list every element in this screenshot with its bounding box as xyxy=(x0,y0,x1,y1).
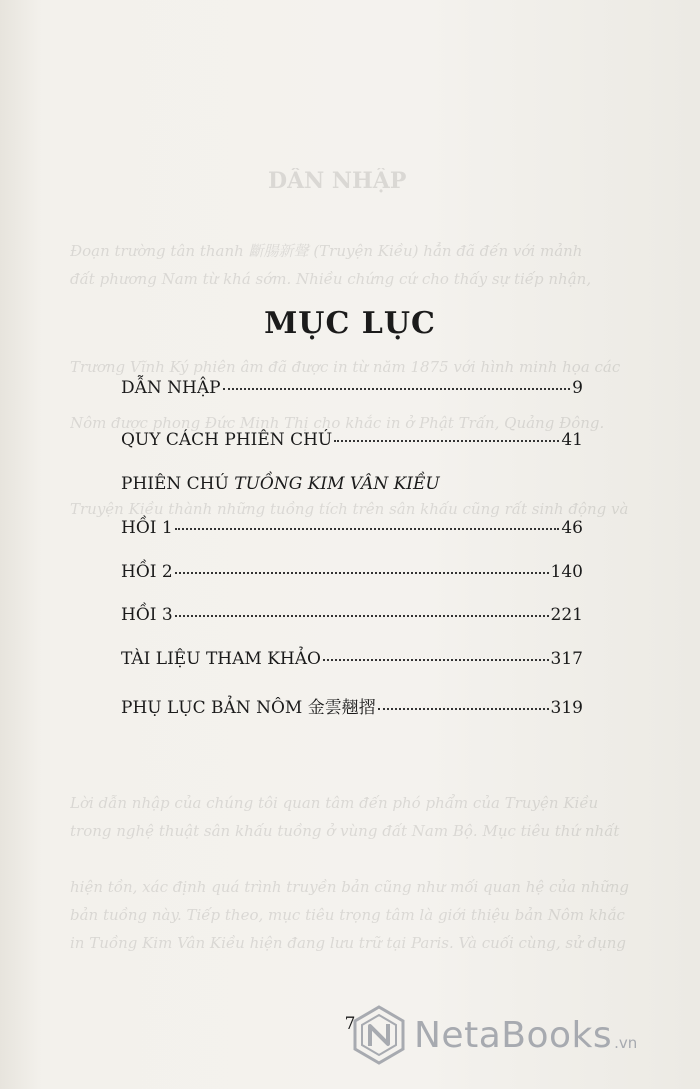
toc-entry-hoi-3[interactable] xyxy=(121,605,583,631)
toc-entry-page: 319 xyxy=(550,698,583,718)
bleed-through-line: đất phương Nam từ khá sớm. Nhiều chứng cứ cho thấy sự tiếp nhận, xyxy=(70,270,592,288)
toc-entry-label: DẪN NHẬP xyxy=(121,378,221,398)
page-number: 7 xyxy=(344,1014,356,1034)
bleed-through-title: DẪN NHẬP xyxy=(268,168,407,194)
watermark xyxy=(348,1004,637,1066)
toc-entry-label: HỒI 2 xyxy=(121,562,173,582)
toc-entry-label: TÀI LIỆU THAM KHẢO xyxy=(121,649,321,669)
toc-entry-label: HỒI 1 xyxy=(121,518,173,538)
toc-entry-label: HỒI 3 xyxy=(121,605,173,625)
toc-entry-page: 221 xyxy=(550,605,583,625)
bleed-through-line: bản tuồng này. Tiếp theo, mục tiêu trọng tâm là giới thiệu bản Nôm khắc xyxy=(70,906,625,924)
toc-entry-page: 46 xyxy=(561,518,583,538)
bleed-through-line: Truyện Kiều thành những tuồng tích trên sân khấu cũng rất sinh động và xyxy=(70,500,629,518)
page-title: MỤC LỤC xyxy=(264,306,436,341)
dot-leader xyxy=(378,708,549,710)
toc-entry-hoi-1[interactable] xyxy=(121,518,583,544)
bleed-through-line: Nôm được phong Đức Minh Thị cho khắc in ở Phật Trấn, Quảng Đông. xyxy=(70,414,605,432)
toc-entry-label: PHỤ LỤC BẢN NÔM 金雲翹摺 xyxy=(121,698,376,718)
bleed-through-line: in Tuồng Kim Vân Kiều hiện đang lưu trữ tại Paris. Và cuối cùng, sử dụng xyxy=(70,934,627,952)
toc-entry-label: PHIÊN CHÚ TUỒNG KIM VÂN KIỀU xyxy=(121,474,440,494)
dot-leader xyxy=(223,388,571,390)
toc-entry-quy-cach[interactable] xyxy=(121,430,583,456)
toc-entry-page: 9 xyxy=(572,378,583,398)
toc-entry-page: 41 xyxy=(561,430,583,450)
watermark-brand: NetaBooks xyxy=(414,1014,613,1056)
toc-entry-label: QUY CÁCH PHIÊN CHÚ xyxy=(121,430,333,450)
bleed-through-line: Đoạn trường tân thanh 斷腸新聲 (Truyện Kiều) hẳn đã đến với mảnh xyxy=(70,242,583,260)
bleed-through-line: Trương Vĩnh Ký phiên âm đã được in từ năm 1875 với hình minh họa các xyxy=(70,358,621,376)
watermark-suffix: .vn xyxy=(614,1034,638,1052)
toc-entry-page: 317 xyxy=(550,649,583,669)
toc-entry-hoi-2[interactable] xyxy=(121,562,583,588)
dot-leader xyxy=(334,440,559,442)
bleed-through-line: hiện tồn, xác định quá trình truyền bản cũng như mối quan hệ của những xyxy=(70,878,630,896)
dot-leader xyxy=(175,572,549,574)
toc-entry-dan-nhap[interactable] xyxy=(121,378,583,404)
toc-entry-phien-chu[interactable] xyxy=(121,474,583,500)
bleed-through-line: trong nghệ thuật sân khấu tuồng ở vùng đất Nam Bộ. Mục tiêu thứ nhất xyxy=(70,822,620,840)
toc-entry-tai-lieu[interactable] xyxy=(121,649,583,675)
dot-leader xyxy=(323,659,549,661)
toc-entry-page: 140 xyxy=(550,562,583,582)
bleed-through-line: Lời dẫn nhập của chúng tôi quan tâm đến phó phẩm của Truyện Kiều xyxy=(70,794,599,812)
toc-entry-phu-luc[interactable] xyxy=(121,693,583,719)
netabooks-logo-icon xyxy=(348,1004,410,1066)
dot-leader xyxy=(175,528,560,530)
dot-leader xyxy=(175,615,549,617)
